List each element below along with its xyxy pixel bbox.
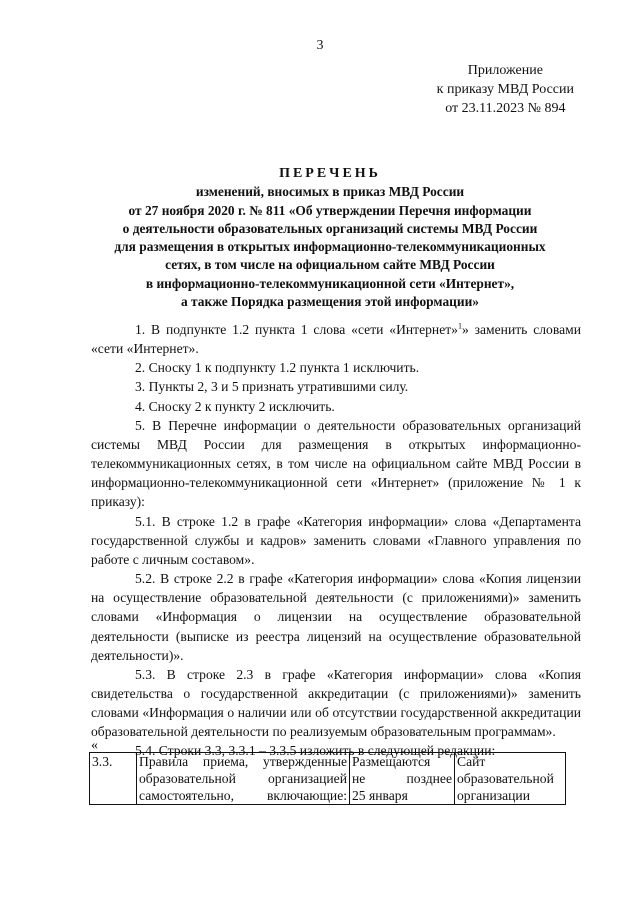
item-3: 3. Пункты 2, 3 и 5 признать утратившими силу.	[135, 379, 409, 395]
title-line: от 27 ноября 2020 г. № 811 «Об утверждении Перечня информации	[128, 202, 532, 218]
item-5-4: 5.4. Строки 3.3, 3.3.1 – 3.3.5 изложить в следующей редакции:	[135, 743, 496, 759]
cell-line: 25 января	[352, 788, 408, 803]
title-line: изменений, вносимых в приказ МВД России	[195, 184, 465, 200]
appendix-line-2: к приказу МВД России	[436, 82, 574, 97]
amendment-table	[89, 752, 566, 805]
title-line: сетях, в том числе на официальном сайте МВД России	[165, 257, 495, 273]
item-1: 1. В подпункте 1.2 пункта 1 слова «сети «Интернет»$^1$» заменить словами «сети «Интернет».	[91, 321, 581, 357]
appendix-line-1: Приложение	[467, 63, 543, 78]
cell-line: Сайт	[457, 754, 486, 769]
deadline-cell	[350, 753, 455, 805]
item-2: 2. Сноску 1 к подпункту 1.2 пункта 1 исключить.	[135, 360, 420, 376]
item-5-1: 5.1. В строке 1.2 в графе «Категория информации» слова «Департамента государственной службы и кадров» заменить словами «Главного управления по работе с личным составом».	[91, 513, 581, 567]
cell-line: образовательной организацией	[139, 771, 347, 786]
item-5-2: 5.2. В строке 2.2 в графе «Категория информации» слова «Копия лицензии на осуществление образовательной деятельности (с приложениями)» заменить словами «Информация о лицензии на осуществление образовательной деятельности (выписке из реестра лицензий на осуществление образовательной деятельности)».	[91, 571, 581, 663]
item-5-3: 5.3. В строке 2.3 в графе «Категория информации» слова «Копия свидетельства о государственной аккредитации (с приложениями)» заменить словами «Информация о наличии или об отсутствии государственной аккредитации образовательной деятельности по реализуемым образовательным программам».	[91, 666, 581, 740]
title-line: в информационно-телекоммуникационной сети «Интернет»,	[145, 275, 515, 291]
document-body	[91, 320, 581, 761]
page-number: 3	[316, 38, 324, 53]
table-row	[90, 753, 566, 805]
appendix-block	[437, 61, 574, 118]
cell-line: Размещаются	[352, 754, 431, 769]
location-cell	[455, 753, 566, 805]
title-line: для размещения в открытых информационно-телекоммуникационных	[114, 239, 546, 255]
category-cell	[137, 753, 350, 805]
cell-line: не позднее	[352, 771, 452, 786]
cell-line: образовательной	[457, 771, 554, 786]
item-4: 4. Сноску 2 к пункту 2 исключить.	[135, 398, 335, 414]
title-line: о деятельности образовательных организаций системы МВД России	[122, 220, 538, 236]
title-line: а также Порядка размещения этой информации»	[181, 294, 479, 310]
item-5: 5. В Перечне информации о деятельности образовательных организаций системы МВД России для размещения в открытых информационно-телекоммуникационных сетях, в том числе на официальном сайте МВД России в информационно-телекоммуникационной сети «Интернет» (приложение № 1 к приказу):	[91, 417, 581, 510]
appendix-line-3: от 23.11.2023 № 894	[445, 101, 566, 116]
cell-line: Правила приема, утвержденные	[139, 754, 347, 769]
cell-line: самостоятельно, включающие:	[139, 788, 347, 803]
document-title	[78, 165, 582, 311]
row-number-cell: 3.3.	[90, 753, 137, 805]
opening-quote: «	[91, 738, 98, 753]
cell-line: организации	[457, 788, 530, 803]
title-heading: ПЕРЕЧЕНЬ	[279, 166, 381, 181]
